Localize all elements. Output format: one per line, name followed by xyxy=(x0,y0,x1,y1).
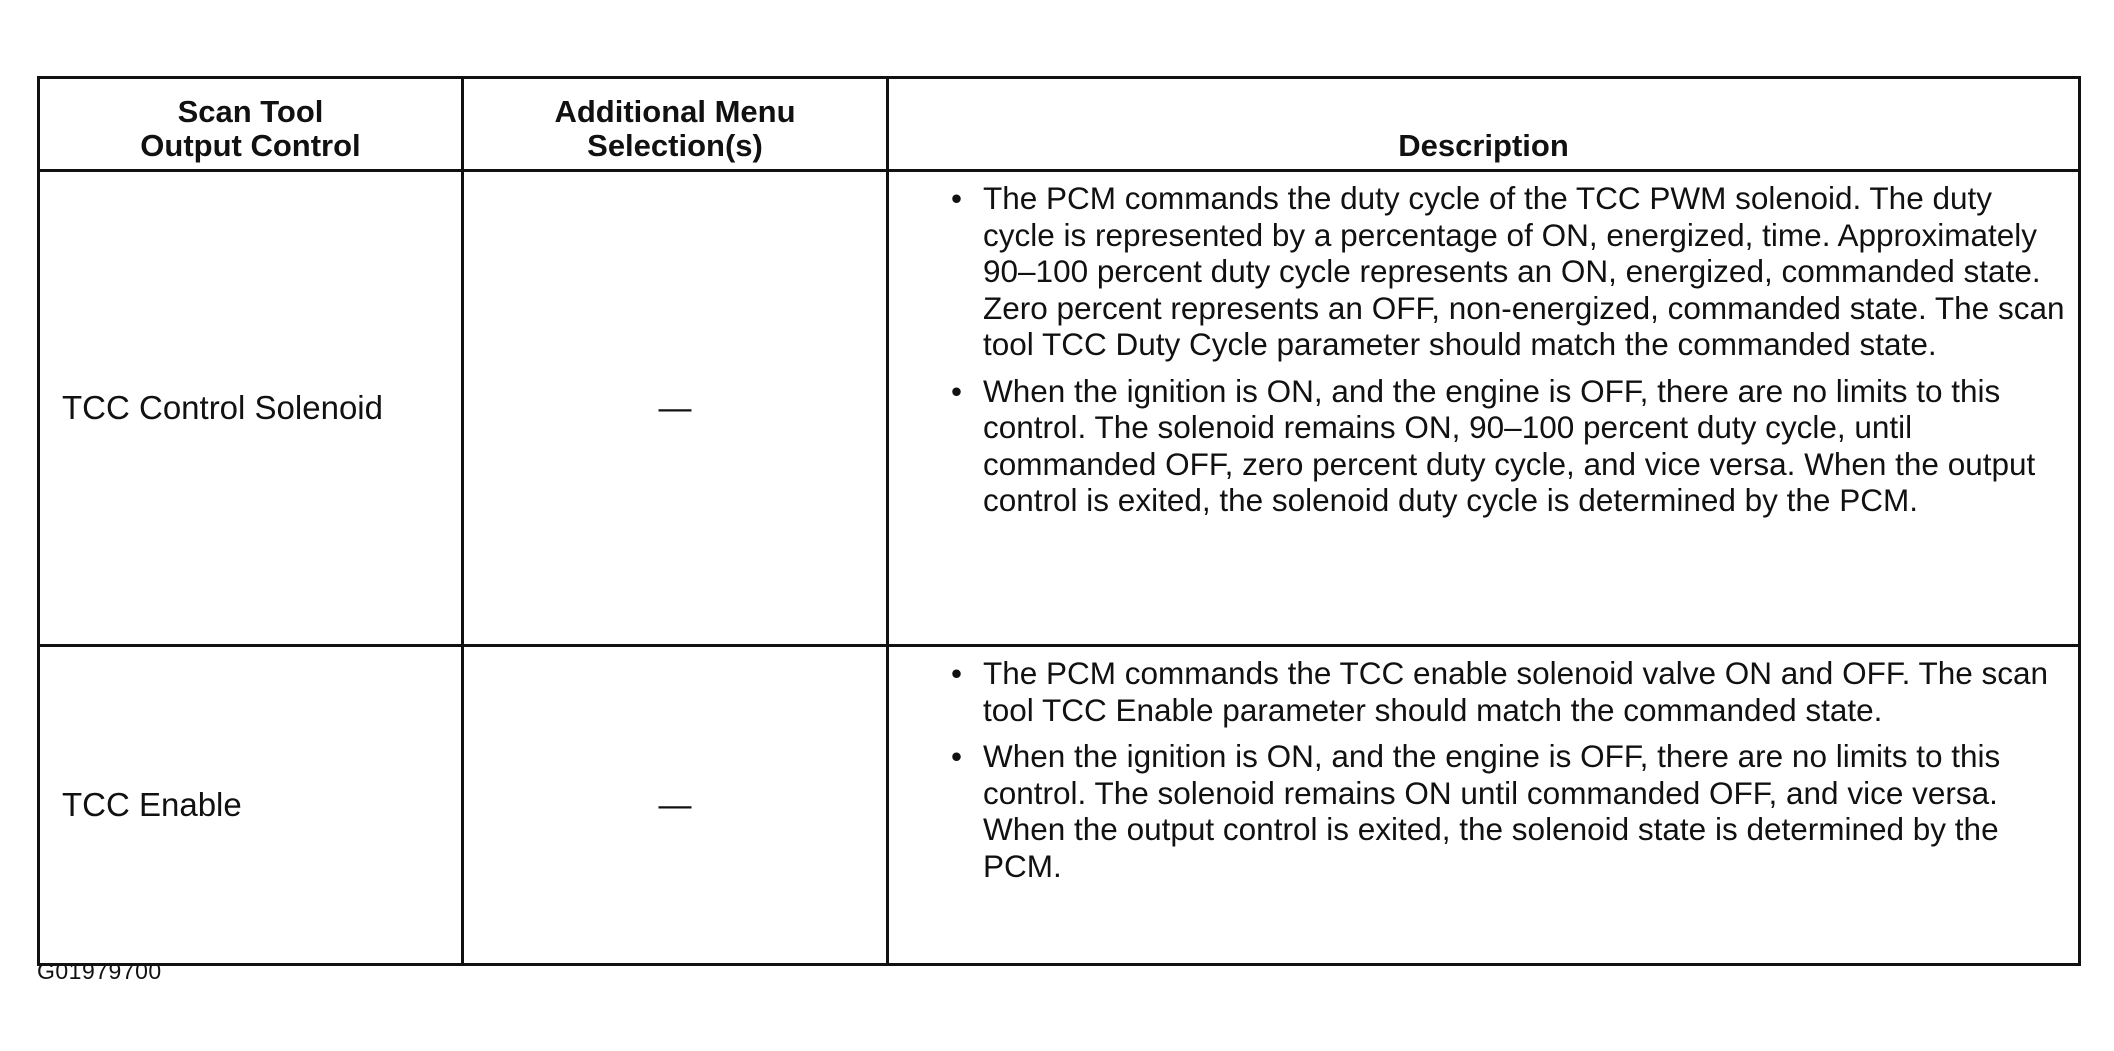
control-name-cell: TCC Control Solenoid xyxy=(39,171,463,646)
bullet-icon: • xyxy=(951,655,963,691)
header-col1-line2: Output Control xyxy=(140,128,361,163)
header-col2-line2: Selection(s) xyxy=(587,128,763,163)
table-header-row xyxy=(39,78,2080,171)
bullet-text: When the ignition is ON, and the engine is OFF, there are no limits to this control. The solenoid remains ON, 90–100 percent duty cycle, until commanded OFF, zero percent duty cycle, and vice versa. When the output control is exited, the solenoid duty cycle is determined by the PCM. xyxy=(983,372,2036,518)
header-description xyxy=(888,78,2080,171)
figure-id: G01979700 xyxy=(37,958,162,984)
bullet-text: The PCM commands the duty cycle of the TCC PWM solenoid. The duty cycle is represented by a percentage of ON, energized, time. Approximately 90–100 percent duty cycle represents an ON, energized, commanded state. Zero percent represents an OFF, non-energized, commanded state. The scan tool TCC Duty Cycle parameter should match the commanded state. xyxy=(983,180,2065,362)
description-cell xyxy=(888,171,2080,646)
header-col1-line1: Scan Tool xyxy=(177,94,324,129)
description-bullet-list xyxy=(889,180,2066,519)
description-bullet xyxy=(889,738,2066,884)
header-col2-line1: Additional Menu xyxy=(554,94,796,129)
table-row xyxy=(39,171,2080,646)
output-control-table xyxy=(37,76,2081,966)
bullet-text: The PCM commands the TCC enable solenoid valve ON and OFF. The scan tool TCC Enable parameter should match the commanded state. xyxy=(983,655,2049,728)
description-bullet xyxy=(889,655,2066,728)
description-bullet xyxy=(889,180,2066,363)
description-bullet xyxy=(889,373,2066,519)
header-scan-tool-output-control xyxy=(39,78,463,171)
bullet-icon: • xyxy=(951,372,963,409)
bullet-text: When the ignition is ON, and the engine is OFF, there are no limits to this control. The solenoid remains ON until commanded OFF, and vice versa. When the output control is exited, the solenoid state is determined by the PCM. xyxy=(983,738,2001,884)
description-cell xyxy=(888,646,2080,965)
control-name-cell: TCC Enable xyxy=(39,646,463,965)
description-bullet-list xyxy=(889,655,2066,884)
bullet-icon: • xyxy=(951,738,963,774)
bullet-icon: • xyxy=(951,180,963,216)
menu-selection-cell: — xyxy=(463,646,888,965)
header-additional-menu-selections xyxy=(463,78,888,171)
table-row xyxy=(39,646,2080,965)
header-col3-label: Description xyxy=(1398,128,1569,163)
menu-selection-cell: — xyxy=(463,171,888,646)
